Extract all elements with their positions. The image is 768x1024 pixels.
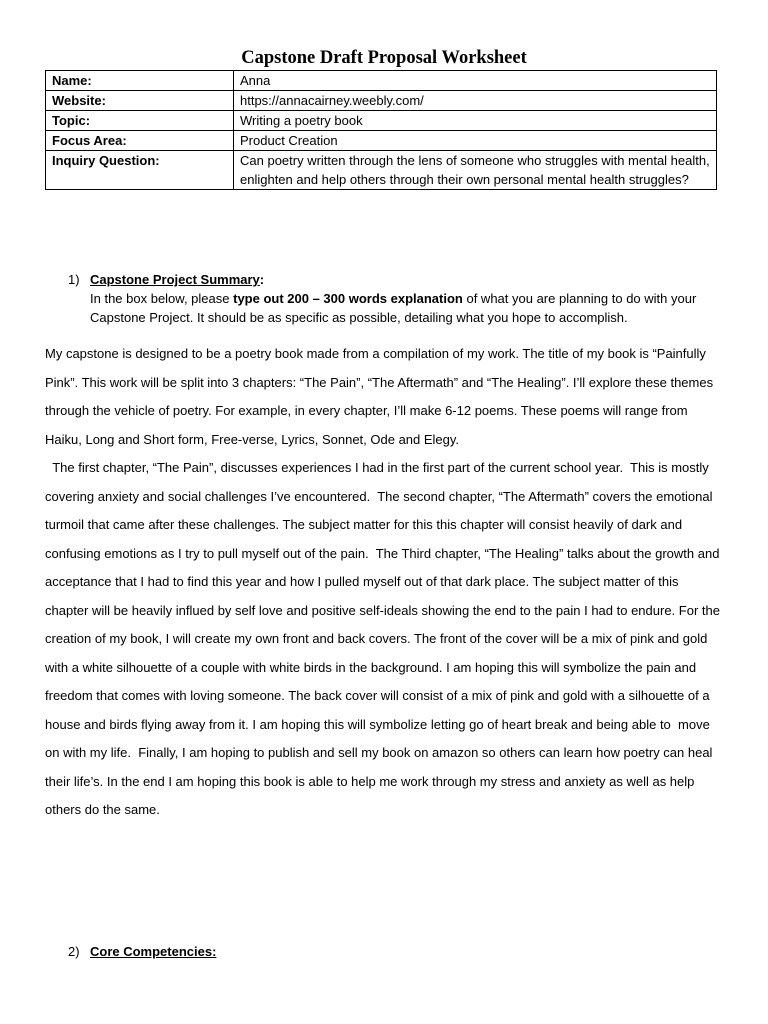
section-capstone-summary <box>68 270 708 327</box>
table-row <box>46 111 717 131</box>
topic-value: Writing a poetry book <box>234 111 717 131</box>
summary-essay <box>45 340 725 825</box>
focus-area-value: Product Creation <box>234 131 717 151</box>
heading-colon: : <box>259 272 265 287</box>
website-value[interactable]: https://annacairney.weebly.com/ <box>234 91 717 111</box>
table-row <box>46 91 717 111</box>
instructions-emphasis: type out 200 – 300 words explanation <box>233 291 463 306</box>
website-label: Website: <box>46 91 234 111</box>
name-label: Name: <box>46 71 234 91</box>
section-instructions: In the box below, please type out 200 – 300 words explanation of what you are planning to do with your Capstone Project. It should be as specific as possible, detailing what you hope to accomplish. <box>90 291 697 325</box>
section-heading: Core Competencies: <box>90 944 217 959</box>
table-row <box>46 131 717 151</box>
table-row <box>46 151 717 190</box>
name-value: Anna <box>234 71 717 91</box>
inquiry-question-label: Inquiry Question: <box>46 151 234 190</box>
section-number: 1) <box>68 272 80 287</box>
essay-paragraph: The first chapter, “The Pain”, discusses experiences I had in the first part of the current school year. This is mostly covering anxiety and social challenges I’ve encountered. The second chapter, “The Aftermath” covers the emotional turmoil that came after these challenges. The subject matter for this this chapter will consist heavily of dark and confusing emotions as I try to pull myself out of the pain. The Third chapter, “The Healing” talks about the growth and acceptance that I had to find this year and how I pulled myself out of that dark place. The subject matter of this chapter will be heavily influed by self love and positive self-ideals showing the end to the pain I had to endure. For the creation of my book, I will create my own front and back covers. The front of the cover will be a mix of pink and gold with a white silhouette of a couple with white birds in the background. I am hoping this will symbolize the pain and freedom that comes with loving someone. The back cover will consist of a mix of pink and gold with a silhouette of a house and birds flying away from it. I am hoping this will symbolize letting go of heart break and being able to move on with my life. Finally, I am hoping to publish and sell my book on amazon so others can learn how poetry can heal their life’s. In the end I am hoping this book is able to help me work through my stress and anxiety as well as help others do the same. <box>45 460 724 817</box>
section-heading: Capstone Project Summary <box>90 272 260 287</box>
section-number: 2) <box>68 944 80 959</box>
inquiry-question-value: Can poetry written through the lens of someone who struggles with mental health, enlighten and help others through their own personal mental health struggles? <box>234 151 717 190</box>
table-row <box>46 71 717 91</box>
essay-paragraph: My capstone is designed to be a poetry book made from a compilation of my work. The title of my book is “Painfully Pink”. This work will be split into 3 chapters: “The Pain”, “The Aftermath” and “The Healing”. I’ll explore these themes through the vehicle of poetry. For example, in every chapter, I’ll make 6-12 poems. These poems will range from Haiku, Long and Short form, Free-verse, Lyrics, Sonnet, Ode and Elegy. <box>45 346 714 447</box>
topic-label: Topic: <box>46 111 234 131</box>
focus-area-label: Focus Area: <box>46 131 234 151</box>
info-table <box>45 70 717 190</box>
section-core-competencies <box>68 942 216 961</box>
page-title: Capstone Draft Proposal Worksheet <box>241 48 527 68</box>
